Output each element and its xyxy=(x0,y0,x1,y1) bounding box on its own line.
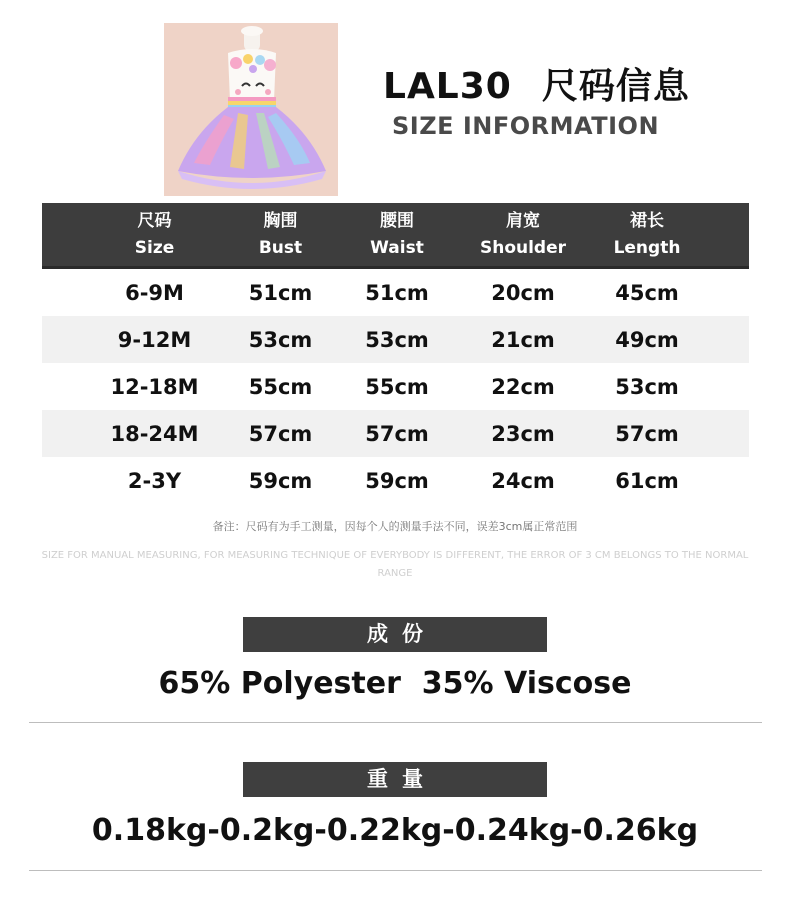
cell-shoulder: 21cm xyxy=(491,327,555,352)
weight-label: 重量 xyxy=(243,762,547,797)
cell-size: 2-3Y xyxy=(127,468,182,493)
cell-length: 45cm xyxy=(615,280,679,305)
page-title xyxy=(383,58,713,109)
cell-length: 57cm xyxy=(615,421,679,446)
divider xyxy=(29,870,762,871)
table-row xyxy=(42,316,749,363)
cell-shoulder: 22cm xyxy=(491,374,555,399)
cell-size: 6-9M xyxy=(125,280,184,305)
cell-shoulder: 24cm xyxy=(491,468,555,493)
divider xyxy=(29,722,762,723)
cell-waist: 59cm xyxy=(365,468,429,493)
cell-waist: 51cm xyxy=(365,280,429,305)
cell-length: 49cm xyxy=(615,327,679,352)
composition-value: 65% Polyester 35% Viscose xyxy=(158,666,632,701)
table-row xyxy=(42,410,749,457)
cell-size: 12-18M xyxy=(110,374,199,399)
title-cn: 尺码信息 xyxy=(541,66,690,107)
cell-bust: 59cm xyxy=(248,468,313,493)
cell-waist: 53cm xyxy=(365,327,429,352)
header-waist: 腰围 Waist xyxy=(370,210,424,258)
cell-bust: 51cm xyxy=(248,280,313,305)
cell-bust: 57cm xyxy=(248,421,313,446)
header-size: 尺码 Size xyxy=(134,210,175,258)
cell-bust: 55cm xyxy=(248,374,313,399)
cell-waist: 55cm xyxy=(365,374,429,399)
product-code: LAL30 xyxy=(383,66,512,107)
table-row xyxy=(42,363,749,410)
cell-length: 61cm xyxy=(615,468,679,493)
product-image-unicorn-dress xyxy=(164,23,338,196)
cell-length: 53cm xyxy=(615,374,679,399)
header-shoulder: 肩宽 Shoulder xyxy=(479,210,567,258)
cell-size: 9-12M xyxy=(117,327,192,352)
table-header xyxy=(42,203,749,269)
weight-value: 0.18kg-0.2kg-0.22kg-0.24kg-0.26kg xyxy=(91,813,699,848)
cell-waist: 57cm xyxy=(365,421,429,446)
cell-bust: 53cm xyxy=(248,327,313,352)
subtitle: SIZE INFORMATION xyxy=(392,112,660,140)
measurement-note-cn: 备注：尺码有为手工测量，因每个人的测量手法不同，误差3cm属正常范围 xyxy=(212,520,578,533)
table-row xyxy=(42,457,749,504)
cell-shoulder: 20cm xyxy=(491,280,555,305)
table-row xyxy=(42,269,749,316)
header-length: 裙长 Length xyxy=(613,210,681,258)
size-table xyxy=(42,203,749,504)
cell-size: 18-24M xyxy=(110,421,199,446)
measurement-note-en: SIZE FOR MANUAL MEASURING, FOR MEASURING TECHNIQUE OF EVERYBODY IS DIFFERENT, THE ERROR OF 3 CM BELONGS TO THE NORMAL RANGE xyxy=(41,550,749,579)
composition-label: 成份 xyxy=(243,617,547,652)
header-bust: 胸围 Bust xyxy=(258,210,303,258)
cell-shoulder: 23cm xyxy=(491,421,555,446)
